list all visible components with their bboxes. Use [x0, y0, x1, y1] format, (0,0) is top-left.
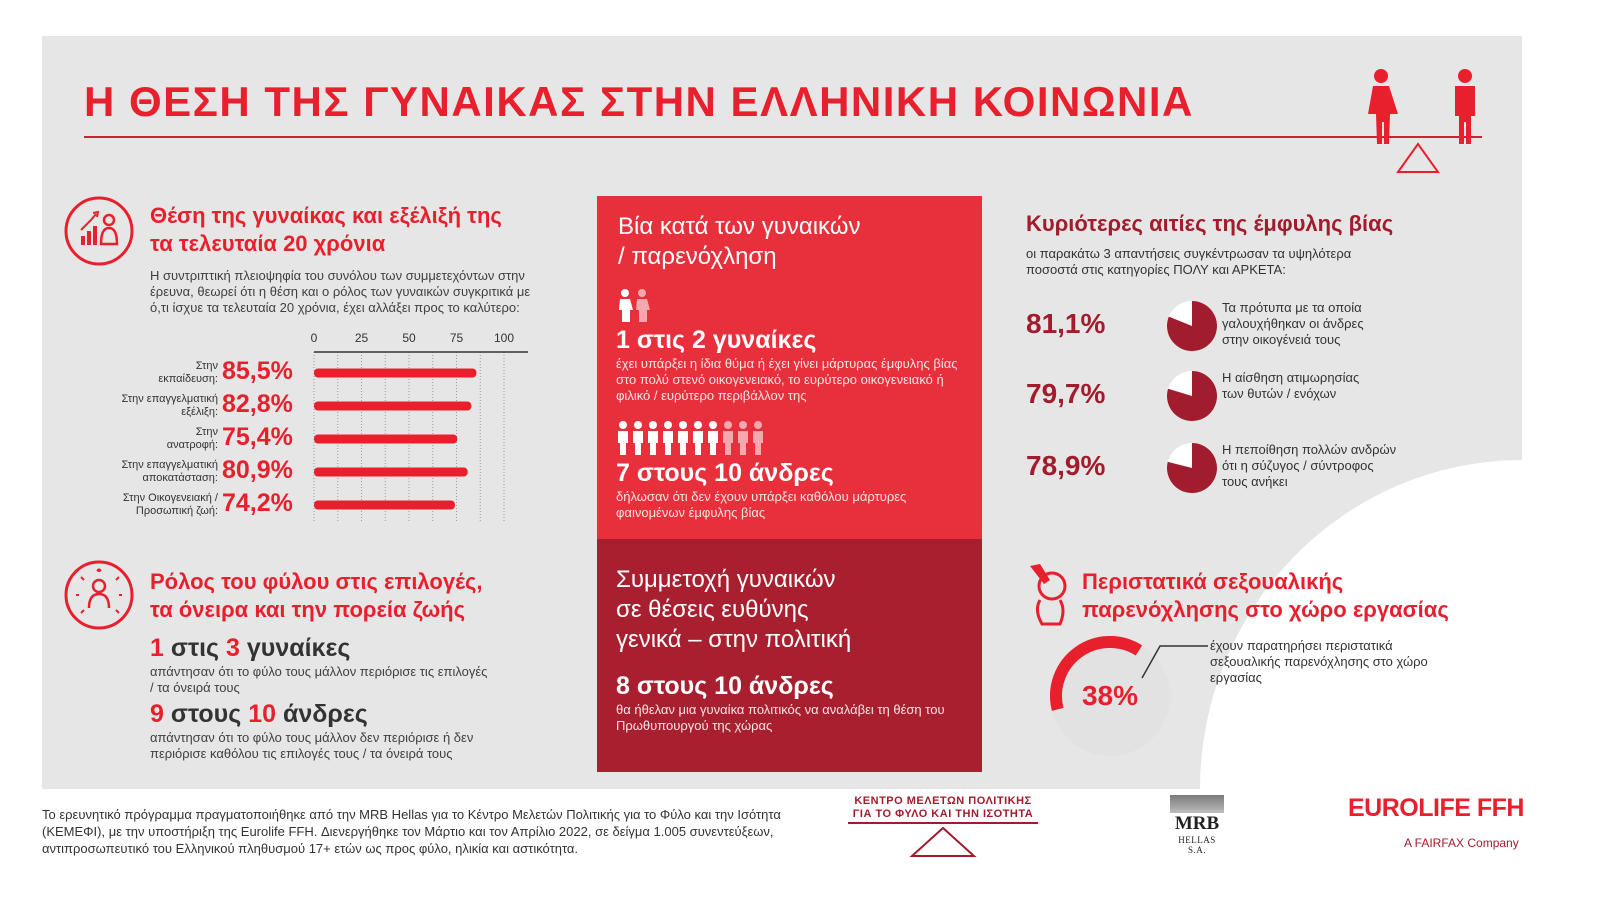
category-label-line: εξέλιξη:	[181, 405, 218, 418]
causes-title: Κυριότερες αιτίες της έμφυλης βίας	[1026, 211, 1394, 236]
harassment-callout-line	[1140, 640, 1210, 680]
man-figure-icon	[618, 421, 628, 455]
x-tick-label: 25	[354, 331, 369, 345]
person-choices-icon	[64, 560, 134, 630]
section2-stat2-text: απάντησαν ότι το φύλο τους μάλλον δεν περιόρισε ή δεν περιόρισε καθόλου τις επιλογές τους / τα όνειρά τους	[150, 730, 474, 761]
section1-description: Η συντριπτική πλειοψηφία του συνόλου των συμμετεχόντων στην έρευνα, θεωρεί ότι η θέση και ο ρόλος των γυναικών συγκριτικά με ό,τι ίσχυε τα τελευταία 20 χρόνια, έχει αλλάξει προς το καλύτερο:	[150, 268, 531, 315]
man-figure-icon	[753, 421, 763, 455]
mrb-logo-text: MRB	[1174, 813, 1220, 834]
x-tick-label: 50	[402, 331, 416, 345]
mrb-logo-subtext: HELLAS S.A.	[1178, 835, 1216, 855]
eurolife-logo: EUROLIFE FFH	[1348, 794, 1524, 822]
section2-stat1-text: απάντησαν ότι το φύλο τους μάλλον περιόρισε τις επιλογές / τα όνειρά τους	[150, 664, 488, 695]
man-figure-icon	[633, 421, 643, 455]
bar-value-label: 74,2%	[222, 488, 293, 517]
cause-text-line: ότι η σύζυγος / σύντροφος	[1222, 458, 1374, 473]
mrb-logo-bar	[1170, 795, 1224, 813]
women-pair-icon	[616, 288, 652, 324]
man-figure-icon	[648, 421, 658, 455]
participation-title-line2: σε θέσεις ευθύνης	[616, 596, 809, 623]
stat1-subject: γυναίκες	[239, 634, 351, 662]
man-figure-icon	[723, 421, 733, 455]
violence-stat2: 7 στους 10 άνδρες	[616, 459, 834, 487]
cause-percentage: 81,1%	[1026, 308, 1106, 339]
harassment-title-line1: Περιστατικά σεξουαλικής	[1082, 569, 1344, 594]
stat2-connector: στους	[163, 700, 249, 728]
stat2-number-9: 9	[150, 700, 164, 728]
violence-stat2-text: δήλωσαν ότι δεν έχουν υπάρξει καθόλου μάρτυρες φαινομένων έμφυλης βίας	[616, 489, 907, 520]
cause-text-line: γαλουχήθηκαν οι άνδρες	[1222, 316, 1364, 331]
section2-stat2	[150, 700, 368, 729]
violence-title	[618, 212, 860, 272]
cause-text-line: στην οικογένειά τους	[1222, 332, 1341, 347]
category-label-line: αποκατάσταση:	[142, 471, 218, 484]
kemefi-logo-line1: ΚΕΝΤΡΟ ΜΕΛΕΤΩΝ ΠΟΛΙΤΙΚΗΣ	[854, 795, 1032, 807]
section2-title	[150, 568, 483, 624]
cause-text-line: Η πεποίθηση πολλών ανδρών	[1222, 442, 1397, 457]
cause-text-line: τους ανήκει	[1222, 474, 1288, 489]
section1-title-line1: Θέση της γυναίκας και εξέλιξή της	[150, 203, 502, 228]
participation-title-line3: γενικά – στην πολιτική	[616, 626, 852, 653]
stat1-connector: στις	[163, 634, 227, 662]
section2-title-line1: Ρόλος του φύλου στις επιλογές,	[150, 569, 483, 594]
mrb-logo	[1170, 795, 1224, 855]
category-label-line: Στην επαγγελματική	[121, 392, 218, 405]
harassment-hand-icon	[1020, 560, 1076, 634]
cause-text-line: Η αίσθηση ατιμωρησίας	[1222, 370, 1360, 385]
harassment-text: έχουν παρατηρήσει περιστατικά σεξουαλικής παρενόχλησης στο χώρο εργασίας	[1210, 638, 1428, 685]
section2-title-line2: τα όνειρα και την πορεία ζωής	[150, 597, 466, 622]
bar-value-label: 75,4%	[222, 422, 293, 451]
participation-stat-text: θα ήθελαν μια γυναίκα πολιτικός να αναλάβει τη θέση του Πρωθυπουργού της χώρας	[616, 702, 945, 733]
page-title: Η ΘΕΣΗ ΤΗΣ ΓΥΝΑΙΚΑΣ ΣΤΗΝ ΕΛΛΗΝΙΚΗ ΚΟΙΝΩΝΙΑ	[84, 78, 1194, 125]
category-label-line: Στην	[195, 359, 218, 372]
violence-stat1: 1 στις 2 γυναίκες	[616, 326, 817, 354]
harassment-title-line2: παρενόχλησης στο χώρο εργασίας	[1082, 597, 1449, 622]
kemefi-logo-line2: ΓΙΑ ΤΟ ΦΥΛΟ ΚΑΙ ΤΗΝ ΙΣΟΤΗΤΑ	[852, 808, 1034, 820]
cause-text-line: Τα πρότυπα με τα οποία	[1222, 300, 1362, 315]
category-label-line: Στην	[195, 425, 218, 438]
stat2-subject: άνδρες	[276, 700, 368, 728]
gender-balance-icon	[1350, 62, 1500, 174]
participation-title-line1: Συμμετοχή γυναικών	[616, 566, 836, 593]
man-figure-icon	[678, 421, 688, 455]
category-label-line: Στην επαγγελματική	[121, 458, 218, 471]
man-figure-icon	[738, 421, 748, 455]
participation-title	[616, 565, 851, 655]
man-figure-icon	[708, 421, 718, 455]
stat1-number-3: 3	[226, 634, 240, 662]
title-rule	[84, 136, 1482, 138]
x-tick-label: 75	[449, 331, 464, 345]
eurolife-sublogo: A FAIRFAX Company	[1404, 836, 1519, 850]
footer-text: Το ερευνητικό πρόγραμμα πραγματοποιήθηκε από την MRB Hellas για το Κέντρο Μελετών Πολιτικής για το Φύλο και την Ισότητα (ΚΕΜΕΦΙ), με την υποστήριξη της Eurolife FFH. Διενεργήθηκε τον Μάρτιο και τον Απρίλιο 2022, σε δείγμα 1.005 συνεντεύξεων, αντιπροσωπευτικό του Ελληνικού πληθυσμού 17+ ετών ως προς φύλο, ηλικία και αστικότητα.	[42, 807, 781, 856]
section1-title-line2: τα τελευταία 20 χρόνια	[150, 231, 386, 256]
section2-stat1	[150, 634, 350, 663]
participation-stat: 8 στους 10 άνδρες	[616, 672, 834, 700]
cause-text-line: των θυτών / ενόχων	[1222, 386, 1337, 401]
harassment-title	[1082, 568, 1449, 624]
kemefi-logo	[848, 795, 1038, 821]
causes-subtitle: οι παρακάτω 3 απαντήσεις συγκέντρωσαν τα υψηλότερα ποσοστά στις κατηγορίες ΠΟΛΥ και ΑΡΚΕΤΑ:	[1026, 246, 1352, 277]
section1-title	[150, 202, 502, 258]
violence-title-line2: / παρενόχληση	[618, 243, 777, 270]
category-label-line: εκπαίδευση:	[158, 372, 218, 385]
growth-person-icon	[64, 196, 134, 266]
cause-percentage: 78,9%	[1026, 450, 1106, 481]
bar-value-label: 80,9%	[222, 455, 293, 484]
x-tick-label: 0	[310, 331, 318, 345]
man-figure-icon	[693, 421, 703, 455]
category-label-line: Στην Οικογενειακή /	[122, 491, 218, 504]
men-row-icon	[616, 420, 776, 456]
bar-value-label: 85,5%	[222, 356, 293, 385]
man-figure-icon	[663, 421, 673, 455]
category-label-line: ανατροφή:	[166, 438, 218, 451]
bar-value-label: 82,8%	[222, 389, 293, 418]
kemefi-balance-icon	[848, 822, 1038, 858]
x-tick-label: 100	[493, 331, 515, 345]
violence-stat1-text: έχει υπάρξει η ίδια θύμα ή έχει γίνει μάρτυρας έμφυλης βίας στο πολύ στενό οικογενειακό, το ευρύτερο οικογενειακό ή φιλικό / ευρύτερο περιβάλλον της	[616, 356, 958, 403]
violence-title-line1: Βία κατά των γυναικών	[618, 213, 861, 240]
harassment-pct: 38%	[1081, 680, 1139, 711]
cause-percentage: 79,7%	[1026, 378, 1106, 409]
stat2-number-10: 10	[248, 700, 276, 728]
stat1-number-1: 1	[150, 634, 164, 662]
category-label-line: Προσωπική ζωή:	[135, 504, 218, 517]
